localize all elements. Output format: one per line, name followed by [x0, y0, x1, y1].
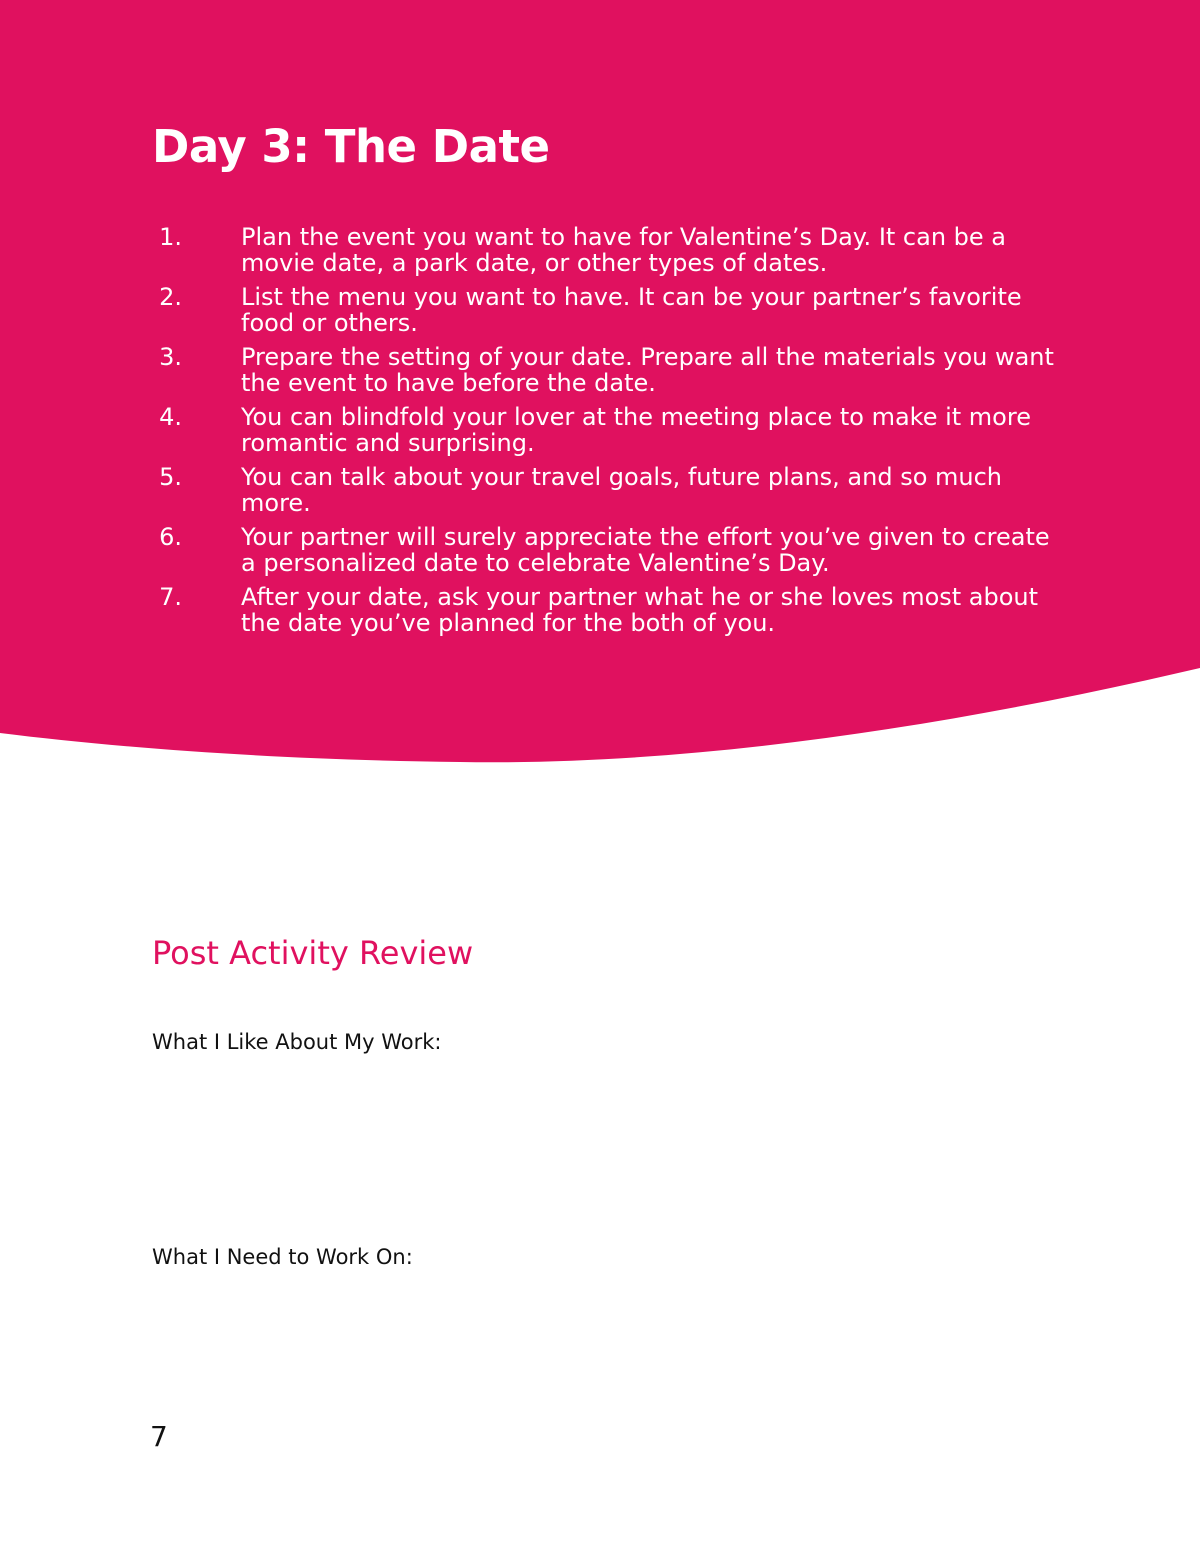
step-text: You can blindfold your lover at the meeting place to make it more romantic and surprising. [241, 403, 1031, 457]
list-item [152, 404, 1072, 464]
step-number: 6. [159, 523, 182, 551]
step-text: After your date, ask your partner what he or she loves most about the date you’ve planned for the both of you. [241, 583, 1039, 637]
need-label: What I Need to Work On: [152, 1245, 413, 1269]
steps-list [152, 224, 1072, 644]
list-item [152, 344, 1072, 404]
step-text: Prepare the setting of your date. Prepare all the materials you want the event to have before the date. [241, 343, 1054, 397]
step-number: 3. [159, 343, 182, 371]
step-number: 7. [159, 583, 182, 611]
step-number: 2. [159, 283, 182, 311]
step-number: 1. [159, 223, 182, 251]
step-text: Plan the event you want to have for Valentine’s Day. It can be a movie date, a park date, or other types of dates. [241, 223, 1007, 277]
page-number: 7 [150, 1420, 168, 1453]
page-title: Day 3: The Date [152, 120, 550, 173]
step-text: Your partner will surely appreciate the effort you’ve given to create a personalized date to celebrate Valentine’s Day. [241, 523, 1050, 577]
list-item [152, 224, 1072, 284]
list-item [152, 524, 1072, 584]
list-item [152, 584, 1072, 644]
list-item [152, 464, 1072, 524]
list-item [152, 284, 1072, 344]
step-number: 4. [159, 403, 182, 431]
step-text: You can talk about your travel goals, future plans, and so much more. [241, 463, 1003, 517]
review-heading: Post Activity Review [152, 934, 474, 972]
step-number: 5. [159, 463, 182, 491]
step-text: List the menu you want to have. It can be your partner’s favorite food or others. [241, 283, 1022, 337]
like-label: What I Like About My Work: [152, 1030, 442, 1054]
